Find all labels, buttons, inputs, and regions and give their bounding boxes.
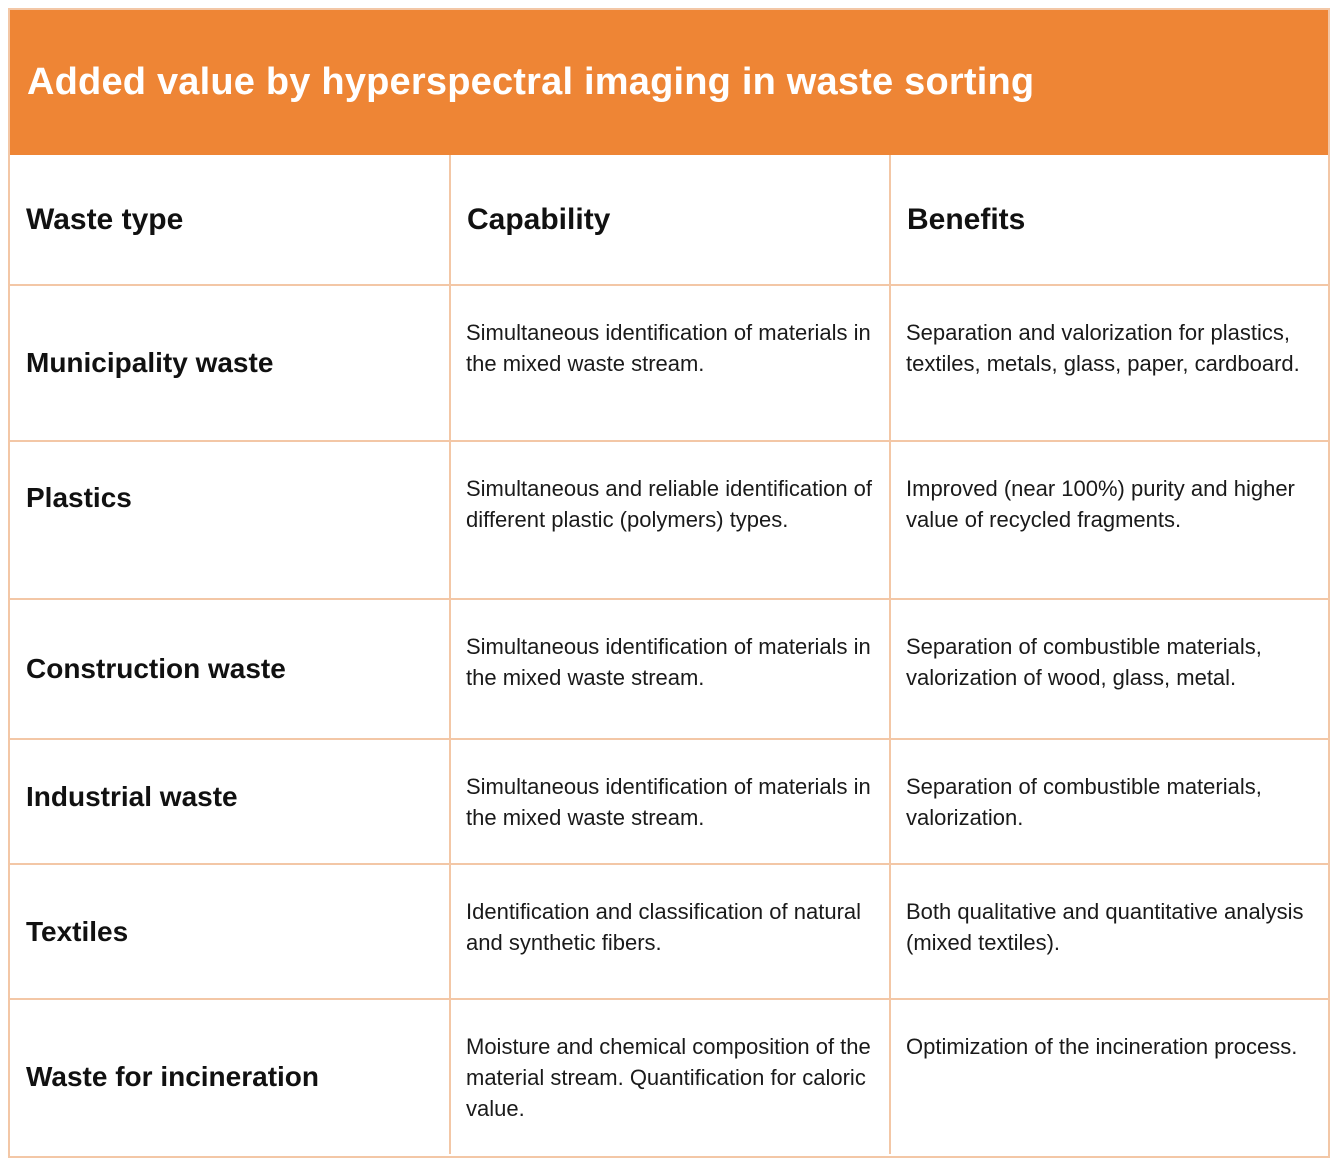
benefits-cell: Both qualitative and quantitative analysis (mixed textiles).: [890, 864, 1328, 999]
header-row: [10, 155, 1328, 285]
waste-type-cell: Textiles: [10, 864, 450, 999]
table-row: [10, 599, 1328, 739]
waste-type-cell: Construction waste: [10, 599, 450, 739]
table-title-bar: [10, 10, 1328, 155]
table-row: [10, 864, 1328, 999]
benefits-cell: Optimization of the incineration process.: [890, 999, 1328, 1154]
waste-type-cell: Waste for incineration: [10, 999, 450, 1154]
waste-type-cell: Industrial waste: [10, 739, 450, 864]
capability-cell: Simultaneous identification of materials in the mixed waste stream.: [450, 285, 890, 441]
benefits-cell: Separation of combustible materials, valorization.: [890, 739, 1328, 864]
waste-sorting-table-frame: [8, 8, 1330, 1158]
capability-cell: Simultaneous identification of materials in the mixed waste stream.: [450, 739, 890, 864]
table-row: [10, 739, 1328, 864]
table-title: Added value by hyperspectral imaging in waste sorting: [27, 61, 1035, 103]
waste-sorting-table: [10, 155, 1328, 1154]
capability-cell: Moisture and chemical composition of the material stream. Quantification for caloric value.: [450, 999, 890, 1154]
table-row: [10, 999, 1328, 1154]
benefits-cell: Separation of combustible materials, valorization of wood, glass, metal.: [890, 599, 1328, 739]
table-row: [10, 441, 1328, 599]
benefits-cell: Improved (near 100%) purity and higher value of recycled fragments.: [890, 441, 1328, 599]
column-header-benefits: Benefits: [890, 155, 1328, 285]
capability-cell: Simultaneous identification of materials in the mixed waste stream.: [450, 599, 890, 739]
waste-type-cell: Municipality waste: [10, 285, 450, 441]
column-header-capability: Capability: [450, 155, 890, 285]
waste-type-cell: Plastics: [10, 441, 450, 599]
benefits-cell: Separation and valorization for plastics, textiles, metals, glass, paper, cardboard.: [890, 285, 1328, 441]
table-row: [10, 285, 1328, 441]
capability-cell: Identification and classification of natural and synthetic fibers.: [450, 864, 890, 999]
capability-cell: Simultaneous and reliable identification of different plastic (polymers) types.: [450, 441, 890, 599]
column-header-waste-type: Waste type: [10, 155, 450, 285]
